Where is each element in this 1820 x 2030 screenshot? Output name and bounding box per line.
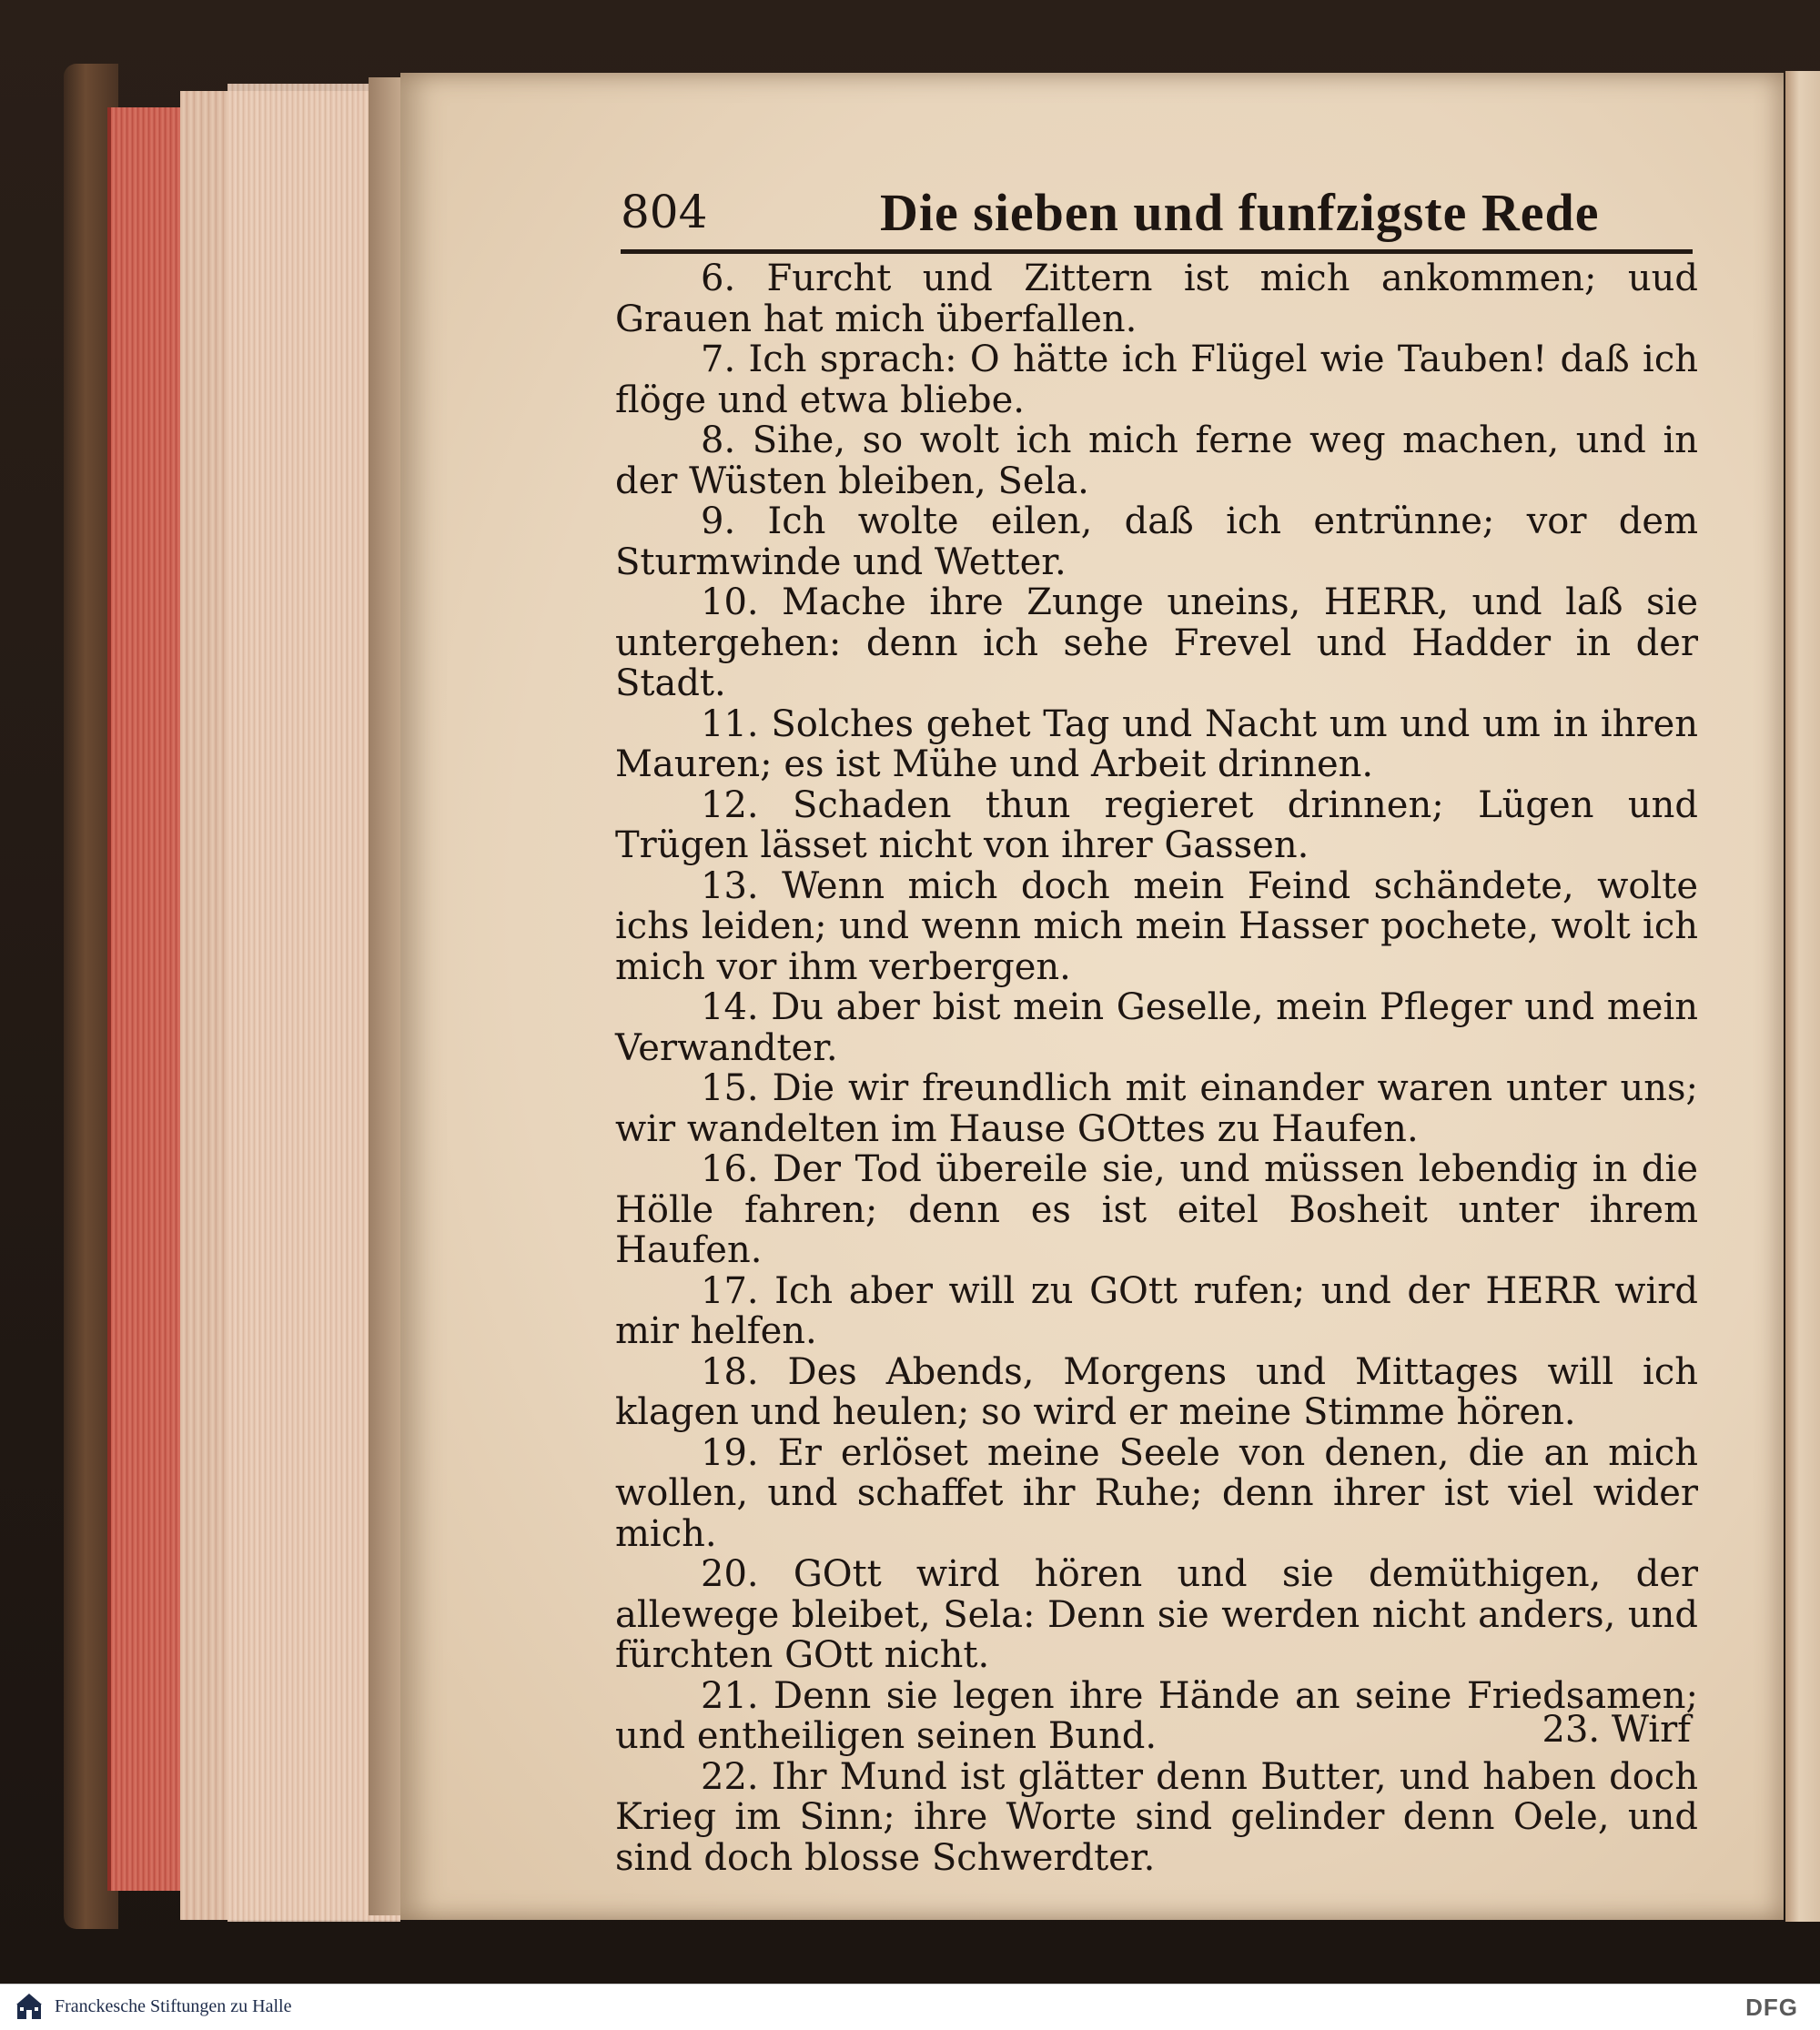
verse-8: 8. Sihe, so wolt ich mich ferne weg machen, und in der Wüsten bleiben, Sela. [615,419,1698,502]
footer-bar [0,1984,1820,2030]
verse-12: 12. Schaden thun regieret drinnen; Lügen und Trügen lässet nicht von ihrer Gassen. [615,783,1698,866]
verse-6: 6. Furcht und Zittern ist mich ankommen; uud Grauen hat mich überfallen. [615,258,1698,340]
verse-15: 15. Die wir freundlich mit einander waren unter uns; wir wandelten im Hause GOttes zu Haufen. [615,1067,1698,1150]
verse-19: 19. Er erlöset meine Seele von denen, die an mich wollen, und schaffet ihr Ruhe; denn ihrer ist viel wider mich. [615,1431,1698,1555]
verse-17: 17. Ich aber will zu GOtt rufen; und der HERR wird mir helfen. [615,1269,1698,1352]
verse-11: 11. Solches gehet Tag und Nacht um und um in ihren Mauren; es ist Mühe und Arbeit drinnen. [615,702,1698,785]
page-number: 804 [621,186,708,238]
francke-foundation-logo-icon[interactable] [13,1991,46,2024]
verse-18: 18. Des Abends, Morgens und Mittages will ich klagen und heulen; so wird er meine Stimme hören. [615,1350,1698,1433]
verse-21: 21. Denn sie legen ihre Hände an seine Friedsamen; und entheiligen seinen Bund. [615,1674,1698,1757]
verse-text-block [615,258,1698,1878]
verse-9: 9. Ich wolte eilen, daß ich entrünne; vor dem Sturmwinde und Wetter. [615,500,1698,583]
facing-page-edge [1785,71,1820,1922]
page-title: Die sieben und funfzigste Rede [880,183,1600,242]
verse-20: 20. GOtt wird hören und sie demüthigen, der allewege bleibet, Sela: Denn sie werden nicht anders, und fürchten GOtt nicht. [615,1553,1698,1676]
verse-22: 22. Ihr Mund ist glätter denn Butter, und haben doch Krieg im Sinn; ihre Worte sind gelinder denn Oele, und sind doch blosse Schwerdter. [615,1755,1698,1879]
header-rule [621,249,1693,254]
organization-name[interactable]: Franckesche Stiftungen zu Halle [55,1996,292,2016]
verse-10: 10. Mache ihre Zunge uneins, HERR, und laß sie untergehen: denn ich sehe Frevel und Hadder in der Stadt. [615,581,1698,704]
dfg-badge[interactable]: DFG [1745,1994,1798,2021]
verse-13: 13. Wenn mich doch mein Feind schändete, wolte ichs leiden; und wenn mich mein Hasser pochete, wolt ich mich vor ihm verbergen. [615,864,1698,988]
page-edges-red [107,107,184,1891]
catchword: 23. Wirf [1542,1709,1691,1751]
verse-16: 16. Der Tod übereile sie, und müssen lebendig in die Hölle fahren; denn es ist eitel Bosheit unter ihrem Haufen. [615,1148,1698,1271]
verse-14: 14. Du aber bist mein Geselle, mein Pfleger und mein Verwandter. [615,986,1698,1069]
verse-7: 7. Ich sprach: O hätte ich Flügel wie Tauben! daß ich flöge und etwa bliebe. [615,338,1698,421]
book-gutter [369,77,405,1915]
building-icon [15,1992,43,2023]
running-head [621,182,1693,255]
